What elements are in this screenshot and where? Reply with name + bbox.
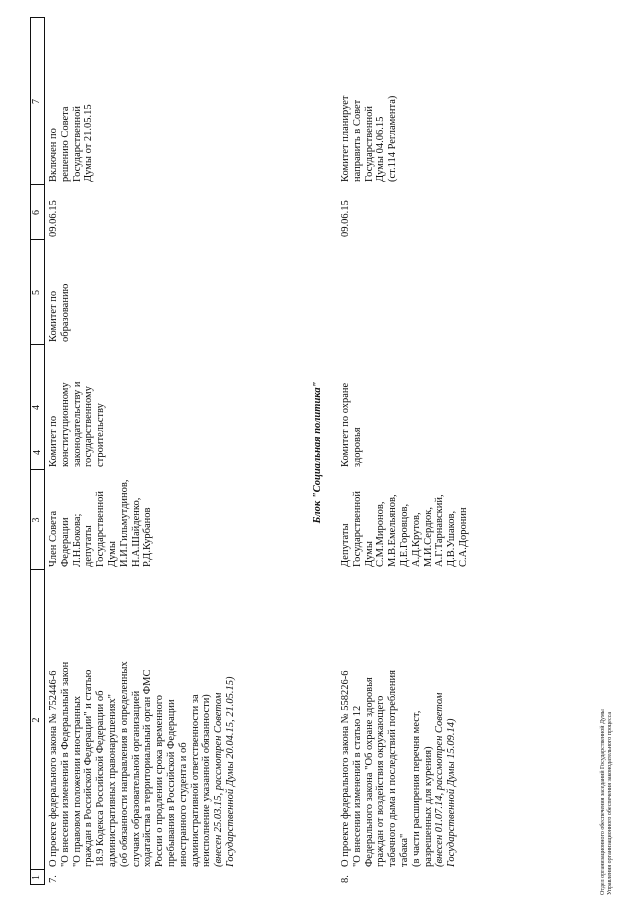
bill-note: (внесен 01.07.14, рассмотрен Советом Государственной Думы 15.09.14) <box>434 692 458 867</box>
responsible-committee: Комитет по охране здоровья <box>340 382 363 467</box>
page-number: 4 <box>32 450 43 455</box>
initiator: Член Совета Федерации Л.Н.Бокова; депутаты Государственной Думы И.И.Гильмутдинов, Н.А.Шайденко, Р.Д.Курбанов <box>48 479 154 567</box>
column-number: 5 <box>31 290 42 295</box>
bill-description <box>340 571 458 867</box>
header-bottom-rule <box>44 17 45 885</box>
footer-department: Отдел организационного обеспечения заседаний Государственной Думы Управления организационного обеспечения законодательного процесса <box>600 709 613 895</box>
bill-text: О проекте федерального закона № 752446-6 "О внесении изменений в Федеральный закон "О правовом положении иностранных граждан в Российской Федерации" и статью 18.9 Кодекса Российской Федерации об административных правонарушениях" (об обязанности направления в определенных случаях образовательной организацией ходатайства в территориальный орган ФМС России о продлении срока временного пребывания в Российской Федерации иностранного студента и об административной ответственности за неисполнение указанной обязанности) <box>48 661 213 867</box>
co-committee: Комитет по образованию <box>48 283 71 342</box>
column-number: 7 <box>31 99 42 104</box>
row-number: 8. <box>340 875 351 883</box>
column-number: 1 <box>31 875 42 880</box>
bill-note: (внесен 25.03.15, рассмотрен Советом Государственной Думы 20.04.15, 21.05.15) <box>213 676 236 867</box>
status-note: Комитет планирует направить в Совет Государственной Думы 04.06.15 (ст.114 Регламента) <box>340 95 399 182</box>
bill-text: О проекте федерального закона № 558226-6 "О внесении изменений в статью 12 Федерального закона "Об охране здоровья граждан от воздействия окружающего табачного дыма и последствий потребления табака" (в части расширения перечня мест, разрешенных для курения) <box>340 670 434 867</box>
bill-description <box>48 571 237 867</box>
row-number: 7. <box>48 875 59 883</box>
column-number: 2 <box>31 717 42 723</box>
status-note: Включен по решению Совета Государственной Думы от 21.05.15 <box>48 104 95 182</box>
section-title: Блок "Социальная политика" <box>312 381 323 524</box>
initiator: Депутаты Государственной Думы С.М.Миронов, М.В.Емельянов, Д.Е.Горовцов, А.Д.Крутов, М.И.Сердюк, А.Г.Тарнавский, Д.В.Ушаков, С.А.Доронин <box>340 491 469 567</box>
column-number: 3 <box>31 517 42 523</box>
responsible-committee: Комитет по конституционному законодательству и государственному строительству <box>48 381 107 467</box>
column-number: 6 <box>31 210 42 215</box>
consideration-date: 09.06.15 <box>48 200 59 237</box>
consideration-date: 09.06.15 <box>340 200 351 237</box>
column-number: 4 <box>31 405 42 410</box>
